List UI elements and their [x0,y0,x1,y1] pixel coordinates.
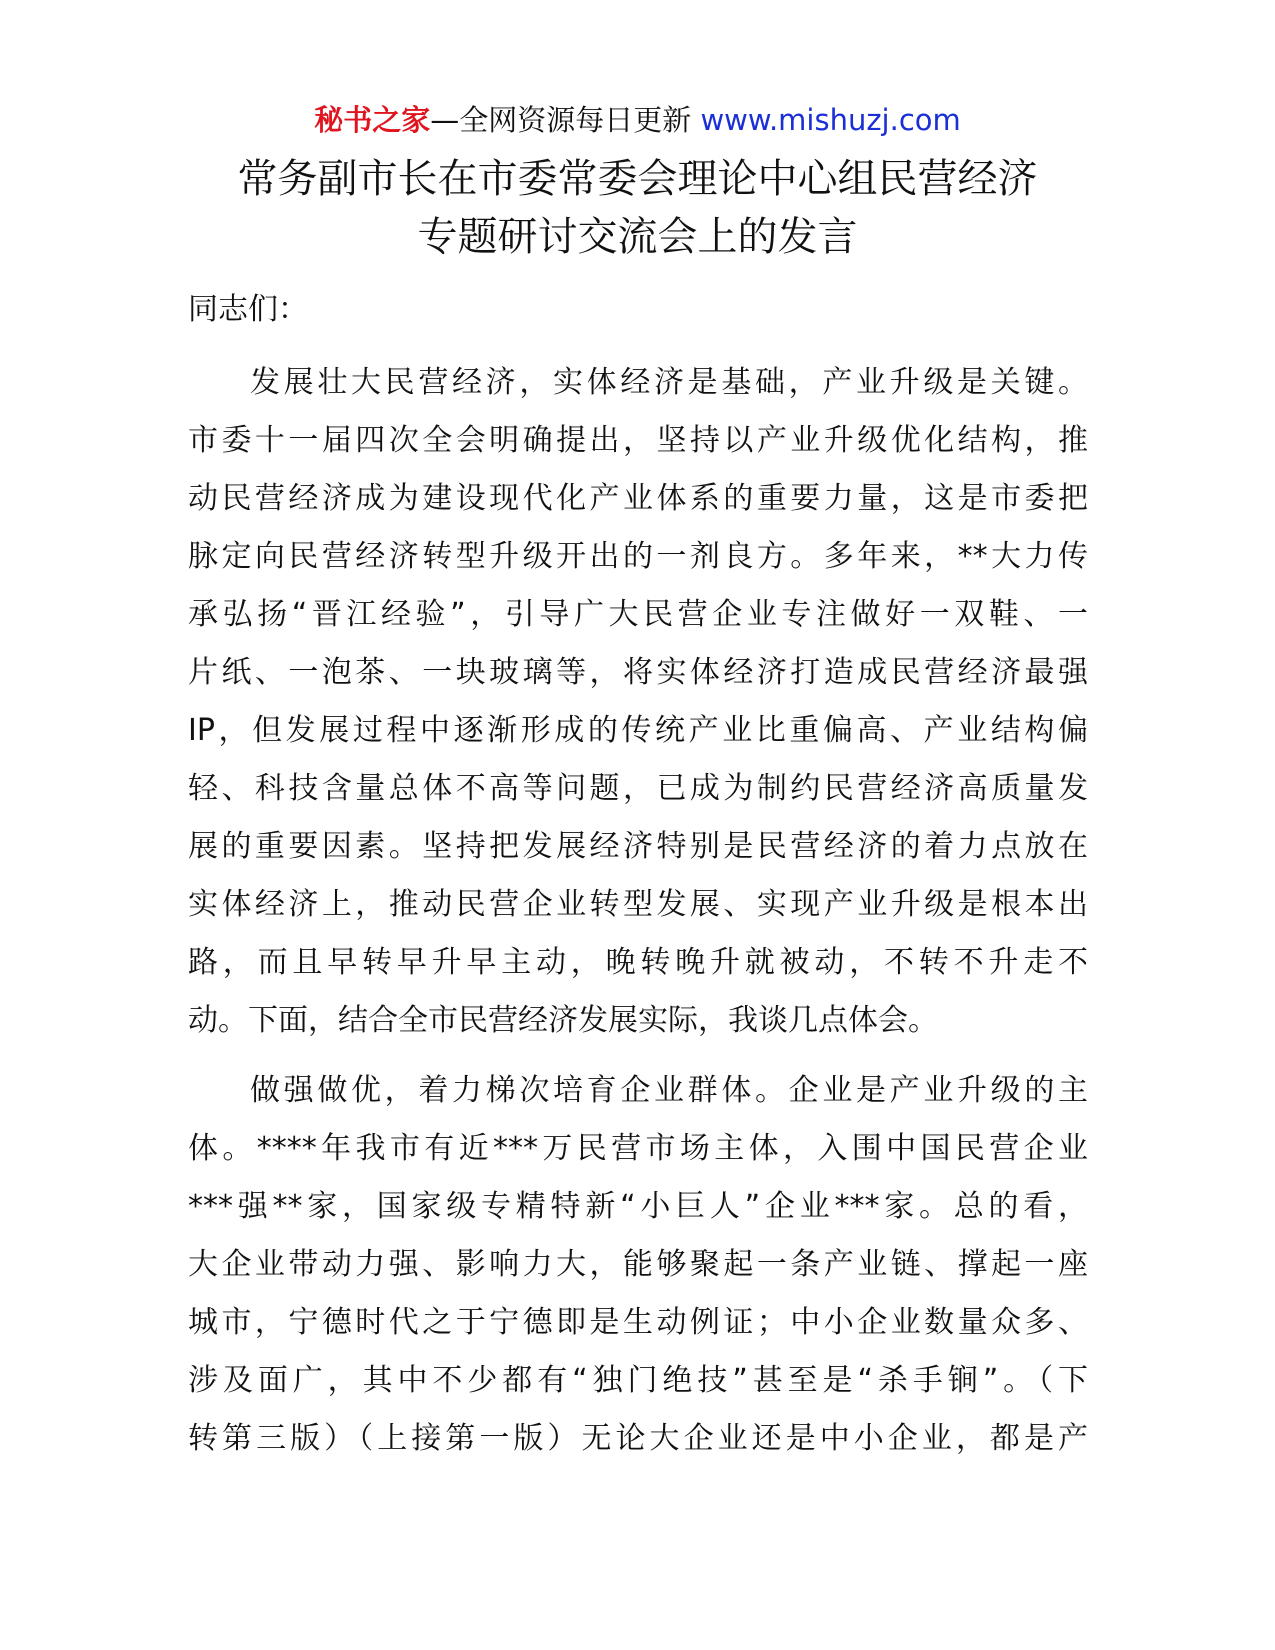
header-url-link[interactable]: www.mishuzj.com [700,103,961,137]
header-tagline: —全网资源每日更新 [430,103,692,137]
document-title [150,150,1125,266]
paragraph-line: 动。下面，结合全市民营经济发展实际，我谈几点体会。 [188,1003,938,1038]
salutation: 同志们： [188,292,308,327]
paragraph-line: 动民营经济成为建设现代化产业体系的重要力量，这是市委把 [188,481,1088,516]
paragraph-line: IP，但发展过程中逐渐形成的传统产业比重偏高、产业结构偏 [188,713,1088,748]
paragraph-line: 市委十一届四次全会明确提出，坚持以产业升级优化结构，推 [188,423,1088,458]
paragraph-line: 发展壮大民营经济，实体经济是基础，产业升级是关键。 [250,365,1088,400]
site-header [0,100,1275,140]
paragraph-line: 转第三版）（上接第一版）无论大企业还是中小企业，都是产 [188,1421,1088,1456]
paragraph-1 [188,354,1088,1050]
title-line-1: 常务副市长在市委常委会理论中心组民营经济 [237,156,1038,202]
title-line-2: 专题研讨交流会上的发言 [417,214,858,260]
paragraph-line: 展的重要因素。坚持把发展经济特别是民营经济的着力点放在 [188,829,1088,864]
paragraph-line: 体。****年我市有近***万民营市场主体，入围中国民营企业 [188,1131,1088,1166]
paragraph-line: 做强做优，着力梯次培育企业群体。企业是产业升级的主 [250,1073,1088,1108]
paragraph-line: 涉及面广，其中不少都有“独门绝技”甚至是“杀手锏”。（下 [188,1363,1088,1398]
paragraph-line: 城市，宁德时代之于宁德即是生动例证；中小企业数量众多、 [188,1305,1088,1340]
paragraph-line: 实体经济上，推动民营企业转型发展、实现产业升级是根本出 [188,887,1088,922]
paragraph-line: 片纸、一泡茶、一块玻璃等，将实体经济打造成民营经济最强 [188,655,1088,690]
paragraph-line: 脉定向民营经济转型升级开出的一剂良方。多年来，**大力传 [188,539,1088,574]
paragraph-line: ***强**家，国家级专精特新“小巨人”企业***家。总的看， [188,1189,1088,1224]
brand-name: 秘书之家 [314,103,431,137]
paragraph-line: 大企业带动力强、影响力大，能够聚起一条产业链、撑起一座 [188,1247,1088,1282]
paragraph-line: 承弘扬“晋江经验”，引导广大民营企业专注做好一双鞋、一 [188,597,1088,632]
paragraph-line: 路，而且早转早升早主动，晚转晚升就被动，不转不升走不 [188,945,1088,980]
paragraph-line: 轻、科技含量总体不高等问题，已成为制约民营经济高质量发 [188,771,1088,806]
paragraph-2 [188,1062,1088,1468]
